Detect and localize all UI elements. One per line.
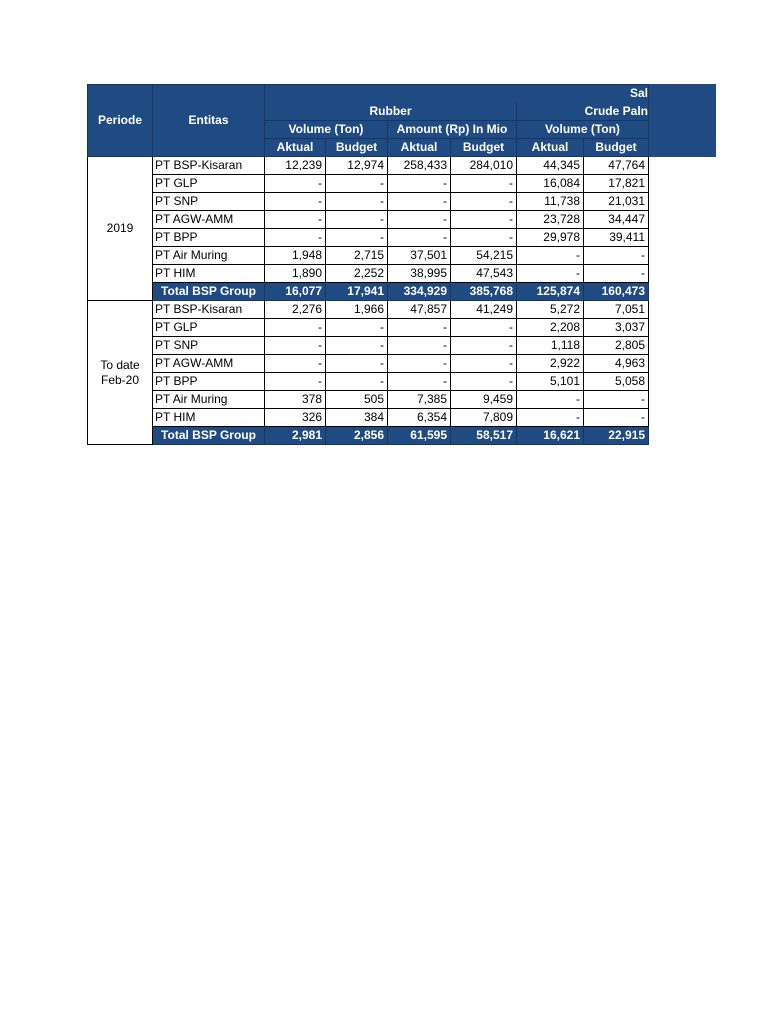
- value-cell: 1,966: [326, 301, 388, 319]
- total-value-cell: 58,517: [451, 427, 517, 445]
- value-cell: -: [265, 337, 326, 355]
- value-cell: 37,501: [388, 247, 451, 265]
- header-volume-ton: Volume (Ton): [265, 121, 388, 139]
- total-value-cell: 61,595: [388, 427, 451, 445]
- value-cell: 1,118: [517, 337, 584, 355]
- header-amount-rp: Amount (Rp) In Mio: [388, 121, 517, 139]
- entity-cell: PT Air Muring: [153, 247, 265, 265]
- total-label: Total BSP Group: [153, 283, 265, 301]
- value-cell: 38,995: [388, 265, 451, 283]
- value-cell: 5,101: [517, 373, 584, 391]
- value-cell: 2,252: [326, 265, 388, 283]
- header-aktual: Aktual: [388, 139, 451, 157]
- header-sales: Sal: [265, 85, 649, 103]
- value-cell: -: [388, 373, 451, 391]
- total-label: Total BSP Group: [153, 427, 265, 445]
- table-row: [88, 229, 649, 247]
- entity-cell: PT SNP: [153, 337, 265, 355]
- entity-cell: PT SNP: [153, 193, 265, 211]
- table-row: [88, 265, 649, 283]
- header-aktual: Aktual: [517, 139, 584, 157]
- value-cell: 378: [265, 391, 326, 409]
- entity-cell: PT BSP-Kisaran: [153, 157, 265, 175]
- header-periode: Periode: [88, 85, 153, 157]
- value-cell: 29,978: [517, 229, 584, 247]
- value-cell: 47,764: [584, 157, 649, 175]
- table-row: [88, 373, 649, 391]
- total-value-cell: 125,874: [517, 283, 584, 301]
- value-cell: -: [265, 373, 326, 391]
- entity-cell: PT GLP: [153, 319, 265, 337]
- value-cell: -: [584, 265, 649, 283]
- value-cell: -: [265, 175, 326, 193]
- value-cell: 326: [265, 409, 326, 427]
- period-label: [88, 157, 153, 301]
- value-cell: 7,051: [584, 301, 649, 319]
- value-cell: -: [584, 391, 649, 409]
- value-cell: -: [388, 319, 451, 337]
- table-row: [88, 301, 649, 319]
- value-cell: 384: [326, 409, 388, 427]
- value-cell: 5,058: [584, 373, 649, 391]
- value-cell: 2,276: [265, 301, 326, 319]
- value-cell: 16,084: [517, 175, 584, 193]
- value-cell: 4,963: [584, 355, 649, 373]
- entity-cell: PT BSP-Kisaran: [153, 301, 265, 319]
- period-label-line1: To date: [100, 357, 140, 372]
- value-cell: 258,433: [388, 157, 451, 175]
- value-cell: -: [265, 193, 326, 211]
- value-cell: -: [265, 211, 326, 229]
- value-cell: -: [584, 409, 649, 427]
- value-cell: 2,208: [517, 319, 584, 337]
- value-cell: 2,922: [517, 355, 584, 373]
- value-cell: -: [326, 175, 388, 193]
- value-cell: 6,354: [388, 409, 451, 427]
- table-row: [88, 409, 649, 427]
- table-row: [88, 175, 649, 193]
- value-cell: 284,010: [451, 157, 517, 175]
- total-value-cell: 334,929: [388, 283, 451, 301]
- value-cell: 1,948: [265, 247, 326, 265]
- table-row: [88, 355, 649, 373]
- total-value-cell: 385,768: [451, 283, 517, 301]
- value-cell: -: [265, 355, 326, 373]
- value-cell: -: [265, 229, 326, 247]
- value-cell: 47,857: [388, 301, 451, 319]
- value-cell: 1,890: [265, 265, 326, 283]
- total-value-cell: 2,856: [326, 427, 388, 445]
- entity-cell: PT HIM: [153, 409, 265, 427]
- total-row: [88, 427, 649, 445]
- value-cell: 7,385: [388, 391, 451, 409]
- value-cell: 3,037: [584, 319, 649, 337]
- value-cell: -: [451, 193, 517, 211]
- value-cell: -: [517, 265, 584, 283]
- value-cell: 41,249: [451, 301, 517, 319]
- value-cell: -: [517, 409, 584, 427]
- header-rubber: Rubber: [265, 103, 517, 121]
- value-cell: -: [388, 193, 451, 211]
- total-row: [88, 283, 649, 301]
- value-cell: -: [451, 355, 517, 373]
- header-budget: Budget: [451, 139, 517, 157]
- value-cell: -: [326, 373, 388, 391]
- total-value-cell: 16,621: [517, 427, 584, 445]
- value-cell: -: [517, 391, 584, 409]
- value-cell: -: [388, 337, 451, 355]
- table-row: [88, 337, 649, 355]
- header-band-extension: [649, 84, 716, 157]
- value-cell: 5,272: [517, 301, 584, 319]
- total-value-cell: 160,473: [584, 283, 649, 301]
- value-cell: -: [326, 337, 388, 355]
- value-cell: -: [388, 211, 451, 229]
- value-cell: 505: [326, 391, 388, 409]
- value-cell: -: [451, 175, 517, 193]
- table-row: [88, 211, 649, 229]
- value-cell: -: [326, 229, 388, 247]
- header-crude-palm: Crude Paln: [517, 103, 649, 121]
- header-entitas: Entitas: [153, 85, 265, 157]
- value-cell: -: [326, 193, 388, 211]
- value-cell: -: [388, 175, 451, 193]
- value-cell: 9,459: [451, 391, 517, 409]
- value-cell: 23,728: [517, 211, 584, 229]
- value-cell: 11,738: [517, 193, 584, 211]
- total-value-cell: 22,915: [584, 427, 649, 445]
- sales-table: [87, 84, 649, 445]
- value-cell: -: [265, 319, 326, 337]
- value-cell: 44,345: [517, 157, 584, 175]
- value-cell: 17,821: [584, 175, 649, 193]
- value-cell: -: [517, 247, 584, 265]
- value-cell: -: [326, 355, 388, 373]
- value-cell: 21,031: [584, 193, 649, 211]
- period-label: [88, 301, 153, 445]
- total-value-cell: 17,941: [326, 283, 388, 301]
- period-label-line2: Feb-20: [100, 372, 140, 387]
- entity-cell: PT BPP: [153, 229, 265, 247]
- value-cell: -: [584, 247, 649, 265]
- entity-cell: PT Air Muring: [153, 391, 265, 409]
- value-cell: -: [451, 211, 517, 229]
- value-cell: -: [451, 319, 517, 337]
- value-cell: -: [326, 211, 388, 229]
- total-value-cell: 16,077: [265, 283, 326, 301]
- table-row: [88, 157, 649, 175]
- table-row: [88, 247, 649, 265]
- value-cell: 7,809: [451, 409, 517, 427]
- total-value-cell: 2,981: [265, 427, 326, 445]
- entity-cell: PT HIM: [153, 265, 265, 283]
- value-cell: -: [388, 229, 451, 247]
- value-cell: 2,715: [326, 247, 388, 265]
- entity-cell: PT AGW-AMM: [153, 355, 265, 373]
- value-cell: 54,215: [451, 247, 517, 265]
- value-cell: -: [451, 337, 517, 355]
- table-row: [88, 193, 649, 211]
- value-cell: -: [451, 373, 517, 391]
- value-cell: 34,447: [584, 211, 649, 229]
- value-cell: -: [451, 229, 517, 247]
- period-label-text: 2019: [106, 221, 134, 235]
- value-cell: 12,239: [265, 157, 326, 175]
- value-cell: -: [388, 355, 451, 373]
- header-volume-ton-cpo: Volume (Ton): [517, 121, 649, 139]
- value-cell: 47,543: [451, 265, 517, 283]
- table-row: [88, 391, 649, 409]
- value-cell: 39,411: [584, 229, 649, 247]
- entity-cell: PT GLP: [153, 175, 265, 193]
- value-cell: 12,974: [326, 157, 388, 175]
- entity-cell: PT BPP: [153, 373, 265, 391]
- table-row: [88, 319, 649, 337]
- header-budget: Budget: [326, 139, 388, 157]
- entity-cell: PT AGW-AMM: [153, 211, 265, 229]
- header-budget: Budget: [584, 139, 649, 157]
- header-aktual: Aktual: [265, 139, 326, 157]
- value-cell: -: [326, 319, 388, 337]
- value-cell: 2,805: [584, 337, 649, 355]
